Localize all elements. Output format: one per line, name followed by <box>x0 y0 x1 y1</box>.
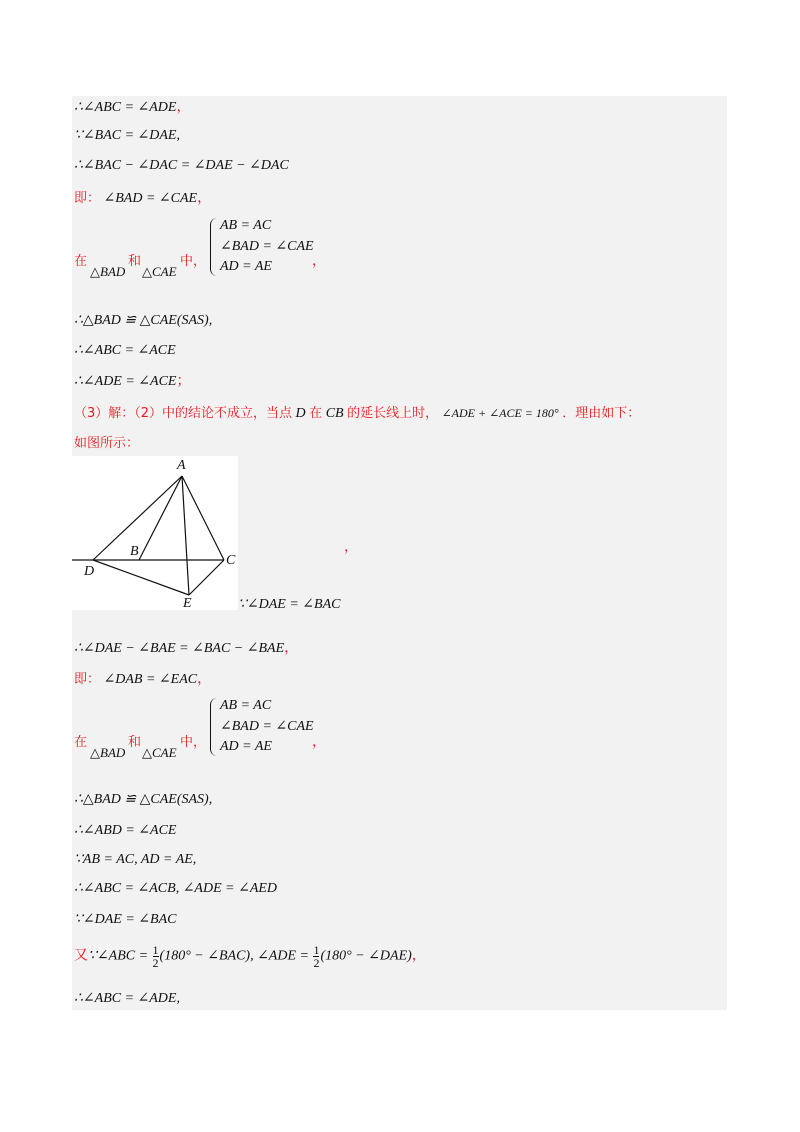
brace-shape <box>210 218 217 276</box>
triangle-bad: △BAD <box>90 264 126 279</box>
proof-text: ∴∠ABC = ∠ADE <box>74 100 177 115</box>
triangle-bad: △BAD <box>90 745 126 760</box>
label-zhong: 中， <box>180 254 207 269</box>
proof-text: (180° − ∠DAE) <box>320 948 412 964</box>
angle-equation: ∠ADE + ∠ACE = 180° <box>441 406 559 420</box>
label-he: 和 <box>128 254 142 269</box>
proof-line-14: ∴∠ABD = ∠ACE <box>74 823 177 838</box>
fraction-denominator: 2 <box>152 956 159 970</box>
segment-de <box>93 560 189 595</box>
triangle-diagram <box>72 456 238 610</box>
label-zai: 在 <box>74 254 88 269</box>
proof-line-18 <box>74 944 426 974</box>
triangle-cae: △CAE <box>142 264 177 279</box>
label-you: 又 <box>74 947 88 964</box>
heading-text: ．理由如下： <box>562 406 641 421</box>
condition-row: ∠BAD = ∠CAE <box>220 239 314 254</box>
proof-text: ∴∠DAE − ∠BAE = ∠BAC − ∠BAE <box>74 641 285 656</box>
punctuation: ； <box>176 374 191 389</box>
proof-line-13: ∴△BAD ≌ △CAE(SAS), <box>74 792 213 807</box>
punctuation: ， <box>176 100 191 115</box>
label-ji: 即： <box>74 672 101 687</box>
proof-line-1 <box>74 96 190 116</box>
proof-text: ∴∠ADE = ∠ACE <box>74 374 177 389</box>
point-d: D <box>295 406 306 421</box>
label-c: C <box>226 553 236 568</box>
punctuation: ， <box>284 641 299 656</box>
label-a: A <box>177 458 186 473</box>
proof-line-12 <box>74 668 211 688</box>
fraction-half <box>153 944 159 969</box>
label-he: 和 <box>128 735 142 750</box>
proof-line-4 <box>74 187 211 207</box>
condition-row: ∠BAD = ∠CAE <box>220 719 314 734</box>
punctuation: ， <box>411 948 426 964</box>
proof-text: ∠DAB = ∠EAC <box>103 672 198 687</box>
segment-ac <box>182 476 224 560</box>
segment-ab <box>139 476 182 560</box>
label-d: D <box>84 564 95 579</box>
proof-line-11 <box>74 637 298 657</box>
heading-text: 在 <box>309 406 323 421</box>
proof-line-5: ∴△BAD ≌ △CAE(SAS), <box>74 313 213 328</box>
geometry-figure <box>72 456 238 610</box>
proof-text: (180° − ∠BAC), ∠ADE = <box>159 948 313 964</box>
condition-row: AB = AC <box>220 698 272 713</box>
segment-ae <box>182 476 189 595</box>
proof-line-16: ∴∠ABC = ∠ACB, ∠ADE = ∠AED <box>74 881 278 896</box>
label-zhong: 中， <box>180 735 207 750</box>
fraction-numerator: 1 <box>313 943 320 957</box>
label-b: B <box>130 544 139 559</box>
proof-line-3: ∴∠BAC − ∠DAC = ∠DAE − ∠DAC <box>74 158 289 173</box>
proof-line-6: ∴∠ABC = ∠ACE <box>74 343 176 358</box>
segment-cb: CB <box>325 406 344 421</box>
heading-text: （3）解：（2）中的结论不成立，当点 <box>74 406 293 421</box>
part-3-heading <box>74 402 640 422</box>
proof-line-10: ∵∠DAE = ∠BAC <box>238 597 341 612</box>
punctuation: ， <box>344 540 358 555</box>
proof-line-7 <box>74 370 190 390</box>
proof-line-2: ∵∠BAC = ∠DAE, <box>74 128 180 143</box>
punctuation: ， <box>312 735 326 750</box>
condition-row: AD = AE <box>220 259 272 274</box>
proof-line-15: ∵AB = AC, AD = AE, <box>74 852 197 867</box>
fraction-numerator: 1 <box>152 943 159 957</box>
punctuation: ， <box>312 254 326 269</box>
label-ji: 即： <box>74 191 101 206</box>
proof-text: ∵∠ABC = <box>88 948 152 964</box>
fraction-half <box>313 944 319 969</box>
segment-ec <box>189 560 224 595</box>
condition-row: AB = AC <box>220 218 272 233</box>
fraction-denominator: 2 <box>313 956 320 970</box>
triangle-cae: △CAE <box>142 745 177 760</box>
label-e: E <box>183 596 192 610</box>
proof-line-17: ∵∠DAE = ∠BAC <box>74 912 177 927</box>
heading-text: 的延长线上时， <box>347 406 439 421</box>
figure-caption: 如图所示： <box>74 436 140 451</box>
label-zai: 在 <box>74 735 88 750</box>
proof-text: ∠BAD = ∠CAE <box>103 191 198 206</box>
condition-row: AD = AE <box>220 739 272 754</box>
proof-line-19: ∴∠ABC = ∠ADE, <box>74 991 180 1006</box>
punctuation: ， <box>197 191 212 206</box>
punctuation: ， <box>197 672 212 687</box>
brace-shape <box>210 698 217 756</box>
